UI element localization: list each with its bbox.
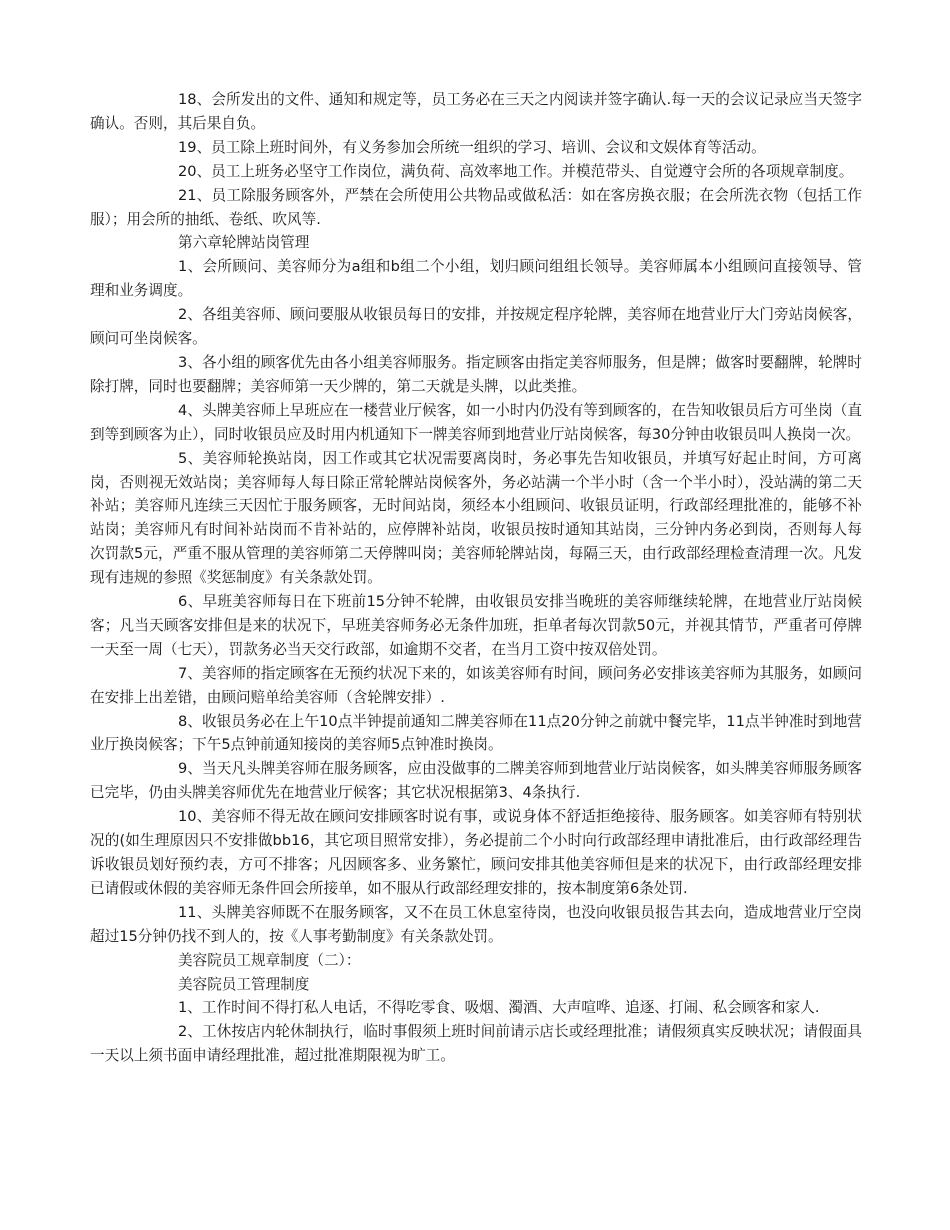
paragraph-ch6-9: 9、当天凡头牌美容师在服务顾客，应由没做事的二牌美容师到地营业厅站岗候客，如头牌美容师服务顾客已完毕，仍由头牌美容师优先在地营业厅候客；其它状况根据第3、4条执行. (90, 760, 862, 802)
paragraph-rule-18: 18、会所发出的文件、通知和规定等，员工务必在三天之内阅读并签字确认.每一天的会议记录应当天签字确认。否则，其后果自负。 (90, 91, 862, 132)
paragraph-ch6-3: 3、各小组的顾客优先由各小组美容师服务。指定顾客由指定美容师服务，但是牌；做客时要翻牌，轮牌时除打牌，同时也要翻牌；美容师第一天少牌的，第二天就是头牌，以此类推。 (90, 353, 862, 395)
paragraph-ch6-8: 8、收银员务必在上午10点半钟提前通知二牌美容师在11点20分钟之前就中餐完毕，11点半钟准时到地营业厅换岗候客；下午5点钟前通知接岗的美容师5点钟准时换岗。 (90, 712, 862, 754)
paragraph-ch6-5: 5、美容师轮换站岗，因工作或其它状况需要离岗时，务必事先告知收银员，并填写好起止时间，方可离岗，否则视无效站岗；美容师每人每日除正常轮牌站岗候客外，务必站满一个半小时（含一个半小时），没站满的第二天补站；美容师凡连续三天因忙于服务顾客，无时间站岗，须经本小组顾问、收银员证明，行政部经理批准的，能够不补站岗；美容师凡有时间补站岗而不肯补站的，应停牌补站岗，收银员按时通知其站岗，三分钟内务必到岗，否则每人每次罚款5元，严重不服从管理的美容师第二天停牌叫岗；美容师轮牌站岗，每隔三天，由行政部经理检查清理一次。凡发现有违规的参照《奖惩制度》有关条款处罚。 (90, 449, 862, 587)
paragraph-rule-21: 21、员工除服务顾客外，严禁在会所使用公共物品或做私活：如在客房换衣服；在会所洗衣物（包括工作服）；用会所的抽纸、卷纸、吹风等. (90, 186, 862, 228)
document-page (90, 88, 862, 1068)
section-heading-rules-2: 美容院员工规章制度（二）： (178, 951, 361, 969)
paragraph-mgmt-2: 2、工休按店内轮休制执行，临时事假须上班时间前请示店长或经理批准；请假须真实反映状况；请假面具一天以上须书面申请经理批准，超过批准期限视为旷工。 (90, 1023, 862, 1065)
paragraph-ch6-11: 11、头牌美容师既不在服务顾客，又不在员工休息室待岗，也没向收银员报告其去向，造成地营业厅空岗超过15分钟仍找不到人的，按《人事考勤制度》有关条款处罚。 (90, 903, 862, 945)
section-heading-management: 美容院员工管理制度 (178, 975, 310, 993)
paragraph-mgmt-1: 1、工作时间不得打私人电话，不得吃零食、吸烟、濁酒、大声喧哗、追逐、打闹、私会顾客和家人. (178, 999, 820, 1017)
paragraph-rule-19: 19、员工除上班时间外，有义务参加会所统一组织的学习、培训、会议和文娱体育等活动。 (178, 138, 766, 156)
chapter-heading-6: 第六章轮牌站岗管理 (178, 234, 310, 252)
paragraph-ch6-10: 10、美容师不得无故在顾问安排顾客时说有事，或说身体不舒适拒绝接待、服务顾客。如美容师有特别状况的(如生理原因只不安排做bb16，其它项目照常安排），务必提前二个小时向行政部经理申请批准后，由行政部经理告诉收银员划好预约表，方可不排客；凡因顾客多、业务繁忙，顾问安排其他美容师但是来的状况下，由行政部经理安排已请假或休假的美容师无条件回会所接单，如不服从行政部经理安排的，按本制度第6条处罚. (90, 808, 862, 897)
paragraph-ch6-2: 2、各组美容师、顾问要服从收银员每日的安排，并按规定程序轮牌，美容师在地营业厅大门旁站岗候客，顾问可坐岗候客。 (90, 306, 862, 348)
paragraph-ch6-1: 1、会所顾问、美容师分为a组和b组二个小组，划归顾问组组长领导。美容师属本小组顾问直接领导、管理和业务调度。 (90, 258, 862, 300)
paragraph-ch6-6: 6、早班美容师每日在下班前15分钟不轮牌，由收银员安排当晚班的美容师继续轮牌，在地营业厅站岗候客；凡当天顾客安排但是来的状况下，早班美容师务必无条件加班，拒单者每次罚款50元，并视其情节，严重者可停牌一天至一周（七天），罚款务必当天交行政部，如逾期不交者，在当月工资中按双倍处罚。 (90, 593, 862, 658)
paragraph-ch6-4: 4、头牌美容师上早班应在一楼营业厅候客，如一小时内仍没有等到顾客的，在告知收银员后方可坐岗（直到等到顾客为止），同时收银员应及时用内机通知下一牌美容师到地营业厅站岗候客，每30分钟由收银员叫人换岗一次。 (90, 401, 862, 443)
paragraph-rule-20: 20、员工上班务必坚守工作岗位，满负荷、高效率地工作。并模范带头、自觉遵守会所的各项规章制度。 (178, 162, 854, 180)
paragraph-ch6-7: 7、美容师的指定顾客在无预约状况下来的，如该美容师有时间，顾问务必安排该美容师为其服务，如顾问在安排上出差错，由顾问赔单给美容师（含轮牌安排）. (90, 664, 862, 706)
